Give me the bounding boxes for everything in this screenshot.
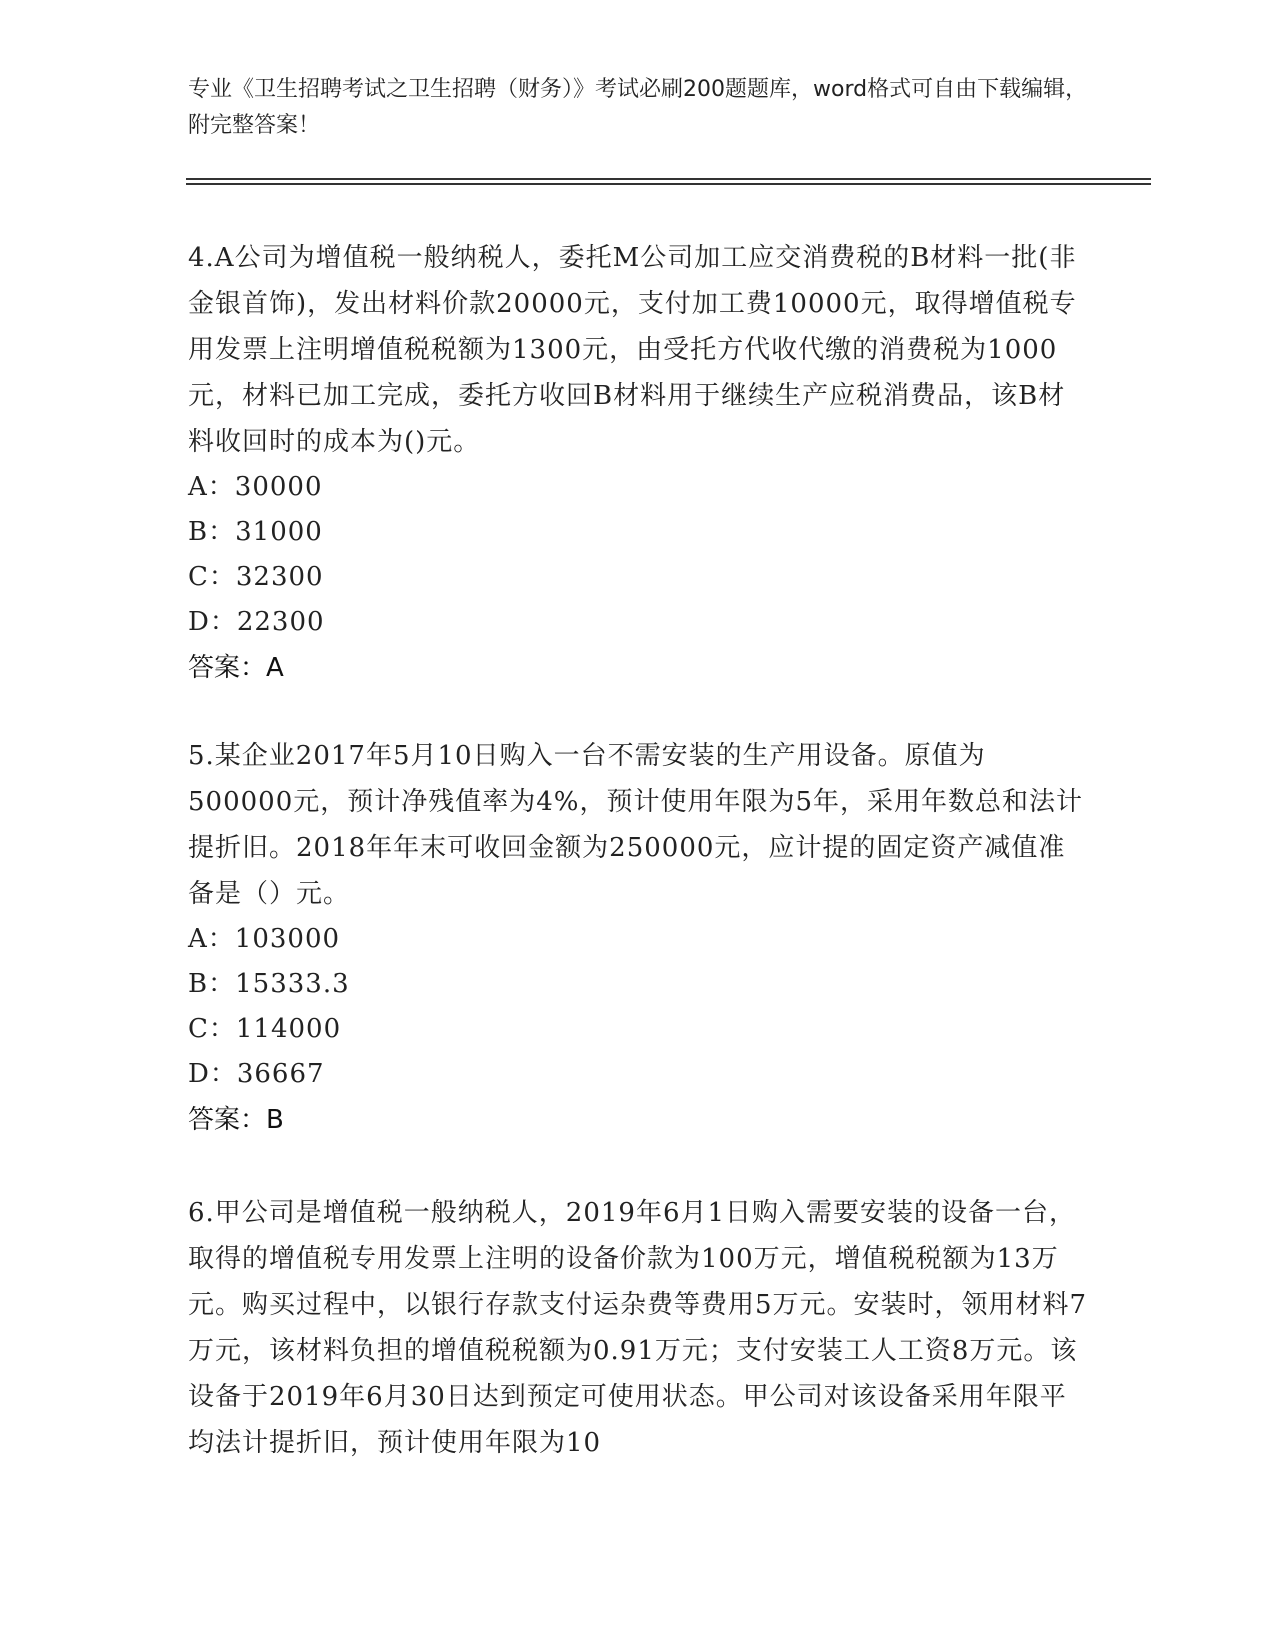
question-stem: 4.A公司为增值税一般纳税人，委托M公司加工应交消费税的B材料一批(非金银首饰)，发出材料价款20000元，支付加工费10000元，取得增值税专用发票上注明增值税税额为1300元，由受托方代收代缴的消费税为1000元，材料已加工完成，委托方收回B材料用于继续生产应税消费品，该B材料收回时的成本为()元。 xyxy=(188,243,1077,457)
header-divider-bottom xyxy=(186,183,1151,185)
question-stem: 5.某企业2017年5月10日购入一台不需安装的生产用设备。原值为500000元，预计净残值率为4%，预计使用年限为5年，采用年数总和法计提折旧。2018年年末可收回金额为250000元，应计提的固定资产减值准备是（）元。 xyxy=(188,741,1084,909)
answer-label: 答案：A xyxy=(188,653,284,683)
option-d: D：36667 xyxy=(188,1059,325,1089)
question-5 xyxy=(188,733,1088,1143)
question-6 xyxy=(188,1190,1088,1466)
header-divider-top xyxy=(186,178,1151,180)
option-a: A：30000 xyxy=(188,472,323,502)
header-text: 专业《卫生招聘考试之卫生招聘（财务）》考试必刷200题题库，word格式可自由下载编辑，附完整答案！ xyxy=(188,77,1088,138)
question-stem: 6.甲公司是增值税一般纳税人，2019年6月1日购入需要安装的设备一台，取得的增值税专用发票上注明的设备价款为100万元，增值税税额为13万元。购买过程中，以银行存款支付运杂费等费用5万元。安装时，领用材料7万元，该材料负担的增值税税额为0.91万元；支付安装工人工资8万元。该设备于2019年6月30日达到预定可使用状态。甲公司对该设备采用年限平均法计提折旧，预计使用年限为10 xyxy=(188,1198,1088,1458)
question-4 xyxy=(188,235,1088,691)
option-b: B：31000 xyxy=(188,517,323,547)
answer-label: 答案：B xyxy=(188,1105,284,1135)
option-c: C：114000 xyxy=(188,1014,342,1044)
option-a: A：103000 xyxy=(188,924,341,954)
option-b: B：15333.3 xyxy=(188,969,350,999)
option-d: D：22300 xyxy=(188,607,325,637)
option-c: C：32300 xyxy=(188,562,324,592)
document-header xyxy=(188,72,1088,144)
